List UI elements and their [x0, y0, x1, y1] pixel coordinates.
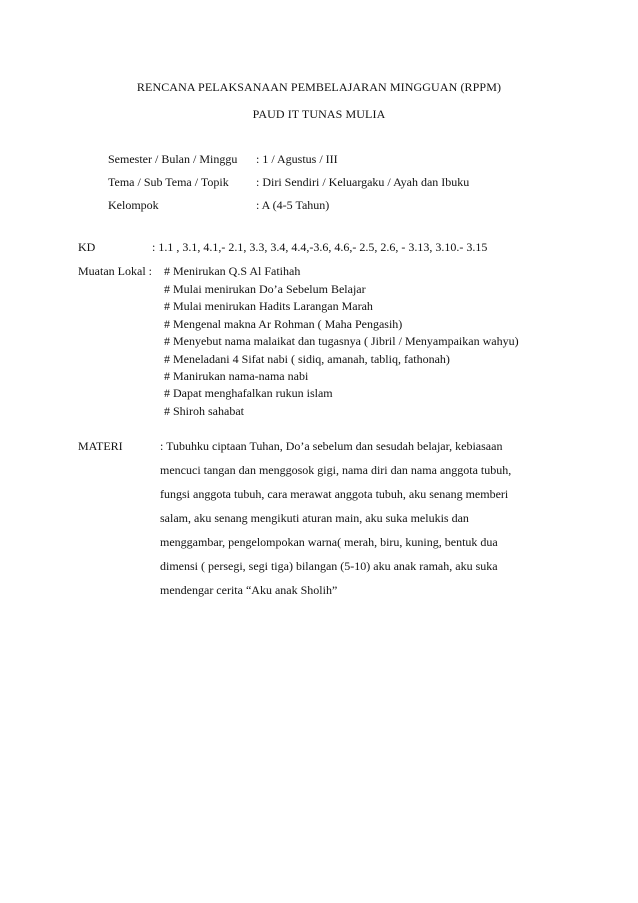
- materi-line: menggambar, pengelompokan warna( merah, biru, kuning, bentuk dua: [160, 535, 498, 549]
- list-item: # Shiroh sahabat: [164, 404, 244, 418]
- theme-value: : Diri Sendiri / Keluargaku / Ayah dan Ibuku: [256, 175, 470, 189]
- muatan-lokal-label: Muatan Lokal :: [78, 264, 152, 278]
- materi-line: salam, aku senang mengikuti aturan main, aku suka melukis dan: [160, 511, 469, 525]
- materi-line: : Tubuhku ciptaan Tuhan, Do’a sebelum dan sesudah belajar, kebiasaan: [160, 439, 503, 453]
- school-name: PAUD IT TUNAS MULIA: [252, 107, 386, 121]
- kd-value: : 1.1 , 3.1, 4.1,- 2.1, 3.3, 3.4, 4.4,-3.6, 4.6,- 2.5, 2.6, - 3.13, 3.10.- 3.15: [152, 240, 488, 254]
- list-item: # Mulai menirukan Do’a Sebelum Belajar: [164, 282, 366, 296]
- materi-line: mencuci tangan dan menggosok gigi, nama diri dan nama anggota tubuh,: [160, 463, 512, 477]
- materi-line: mendengar cerita “Aku anak Sholih”: [160, 583, 338, 597]
- theme-label: Tema / Sub Tema / Topik: [108, 175, 229, 189]
- list-item: # Mengenal makna Ar Rohman ( Maha Pengasih): [164, 317, 403, 331]
- document-title: RENCANA PELAKSANAAN PEMBELAJARAN MINGGUAN (RPPM): [136, 80, 502, 94]
- materi-line: dimensi ( persegi, segi tiga) bilangan (5-10) aku anak ramah, aku suka: [160, 559, 498, 573]
- list-item: # Menyebut nama malaikat dan tugasnya ( Jibril / Menyampaikan wahyu): [164, 334, 519, 348]
- group-value: : A (4-5 Tahun): [256, 198, 330, 212]
- semester-label: Semester / Bulan / Minggu: [108, 152, 238, 166]
- list-item: # Dapat menghafalkan rukun islam: [164, 386, 333, 400]
- kd-label: KD: [78, 240, 96, 254]
- semester-value: : 1 / Agustus / III: [256, 152, 338, 166]
- materi-label: MATERI: [78, 439, 123, 453]
- materi-line: fungsi anggota tubuh, cara merawat anggota tubuh, aku senang memberi: [160, 487, 509, 501]
- list-item: # Manirukan nama-nama nabi: [164, 369, 309, 383]
- list-item: # Mulai menirukan Hadits Larangan Marah: [164, 299, 373, 313]
- group-label: Kelompok: [108, 198, 159, 212]
- list-item: # Meneladani 4 Sifat nabi ( sidiq, amanah, tabliq, fathonah): [164, 352, 450, 366]
- list-item: # Menirukan Q.S Al Fatihah: [164, 264, 301, 278]
